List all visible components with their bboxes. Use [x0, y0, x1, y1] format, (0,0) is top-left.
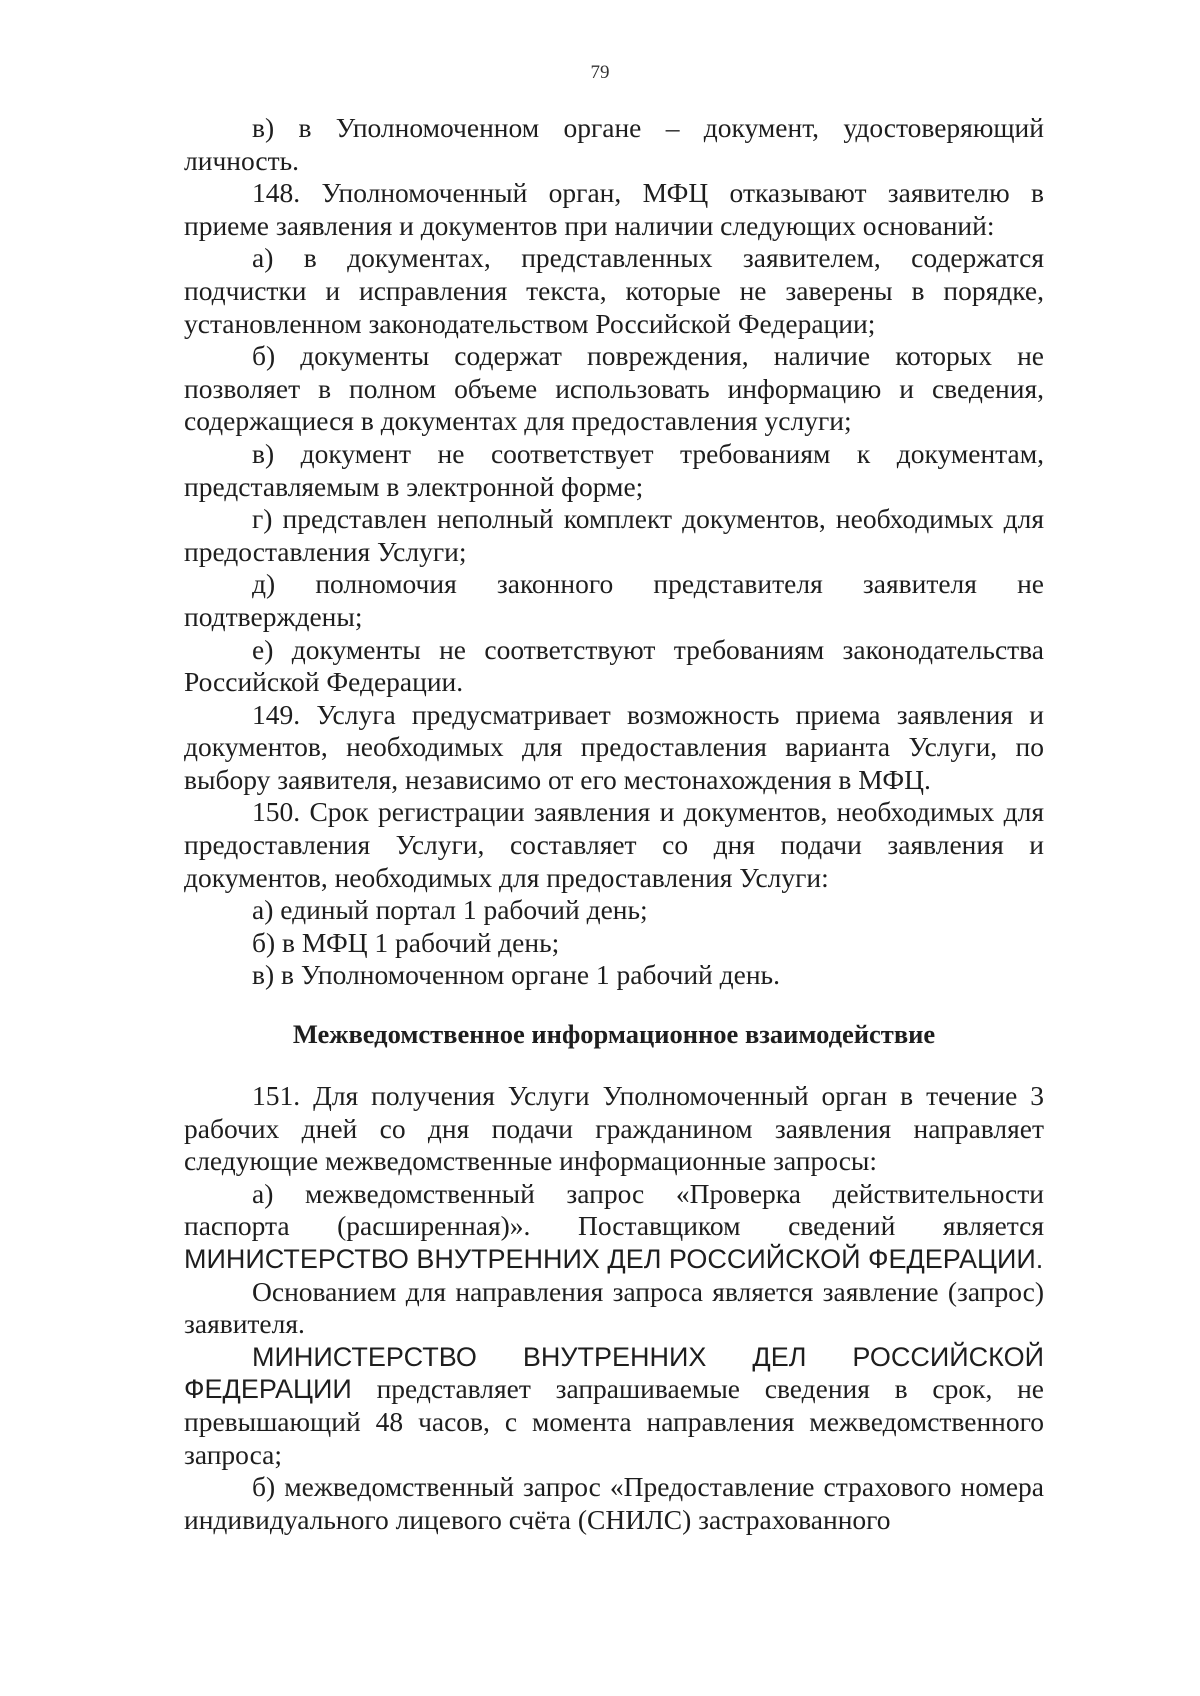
paragraph: в) в Уполномоченном органе – документ, удостоверяющий личность.	[184, 112, 1044, 176]
paragraph: д) полномочия законного представителя заявителя не подтверждены;	[184, 568, 1044, 632]
ministry-name: МИНИСТЕРСТВО ВНУТРЕННИХ ДЕЛ РОССИЙСКОЙ ФЕДЕРАЦИИ.	[184, 1244, 1044, 1274]
paragraph-text: представляет запрашиваемые сведения в срок, не превышающий 48 часов, с момента направления межведомственного запроса;	[184, 1373, 1044, 1470]
paragraph: 149. Услуга предусматривает возможность приема заявления и документов, необходимых для предоставления варианта Услуги, по выбору заявителя, независимо от его местонахождения в МФЦ.	[184, 698, 1044, 795]
paragraph: Основанием для направления запроса является заявление (запрос) заявителя.	[184, 1275, 1044, 1340]
paragraph: г) представлен неполный комплект документов, необходимых для предоставления Услуги;	[184, 503, 1044, 567]
document-body	[184, 112, 1044, 1536]
paragraph	[184, 1341, 1044, 1471]
paragraph: 151. Для получения Услуги Уполномоченный орган в течение 3 рабочих дней со дня подачи гражданином заявления направляет следующие межведомственные информационные запросы:	[184, 1080, 1044, 1177]
list-item: в) в Уполномоченном органе 1 рабочий день.	[252, 959, 780, 991]
list-item: а) единый портал 1 рабочий день;	[252, 894, 648, 926]
paragraph-text: а) межведомственный запрос «Проверка действительности паспорта (расширенная)». Поставщиком сведений является	[184, 1177, 1044, 1242]
page-number: 79	[590, 62, 610, 83]
section-heading: Межведомственное информационное взаимодействие	[292, 1019, 936, 1050]
paragraph: б) документы содержат повреждения, наличие которых не позволяет в полном объеме использовать информацию и сведения, содержащиеся в документах для предоставления услуги;	[184, 340, 1044, 437]
paragraph: а) в документах, представленных заявителем, содержатся подчистки и исправления текста, которые не заверены в порядке, установленном законодательством Российской Федерации;	[184, 242, 1044, 339]
paragraph	[184, 1178, 1044, 1276]
list-item: б) в МФЦ 1 рабочий день;	[252, 926, 560, 958]
paragraph: 148. Уполномоченный орган, МФЦ отказывают заявителю в приеме заявления и документов при наличии следующих оснований:	[184, 177, 1044, 241]
paragraph: б) межведомственный запрос «Предоставление страхового номера индивидуального лицевого счёта (СНИЛС) застрахованного	[184, 1471, 1044, 1535]
paragraph: в) документ не соответствует требованиям к документам, представляемым в электронной форме;	[184, 437, 1044, 502]
paragraph: 150. Срок регистрации заявления и документов, необходимых для предоставления Услуги, составляет со дня подачи заявления и документов, необходимых для предоставления Услуги:	[184, 796, 1044, 893]
ministry-name: МИНИСТЕРСТВО ВНУТРЕННИХ ДЕЛ РОССИЙСКОЙ ФЕДЕРАЦИИ	[184, 1341, 1044, 1405]
paragraph: е) документы не соответствуют требованиям законодательства Российской Федерации.	[184, 633, 1044, 698]
